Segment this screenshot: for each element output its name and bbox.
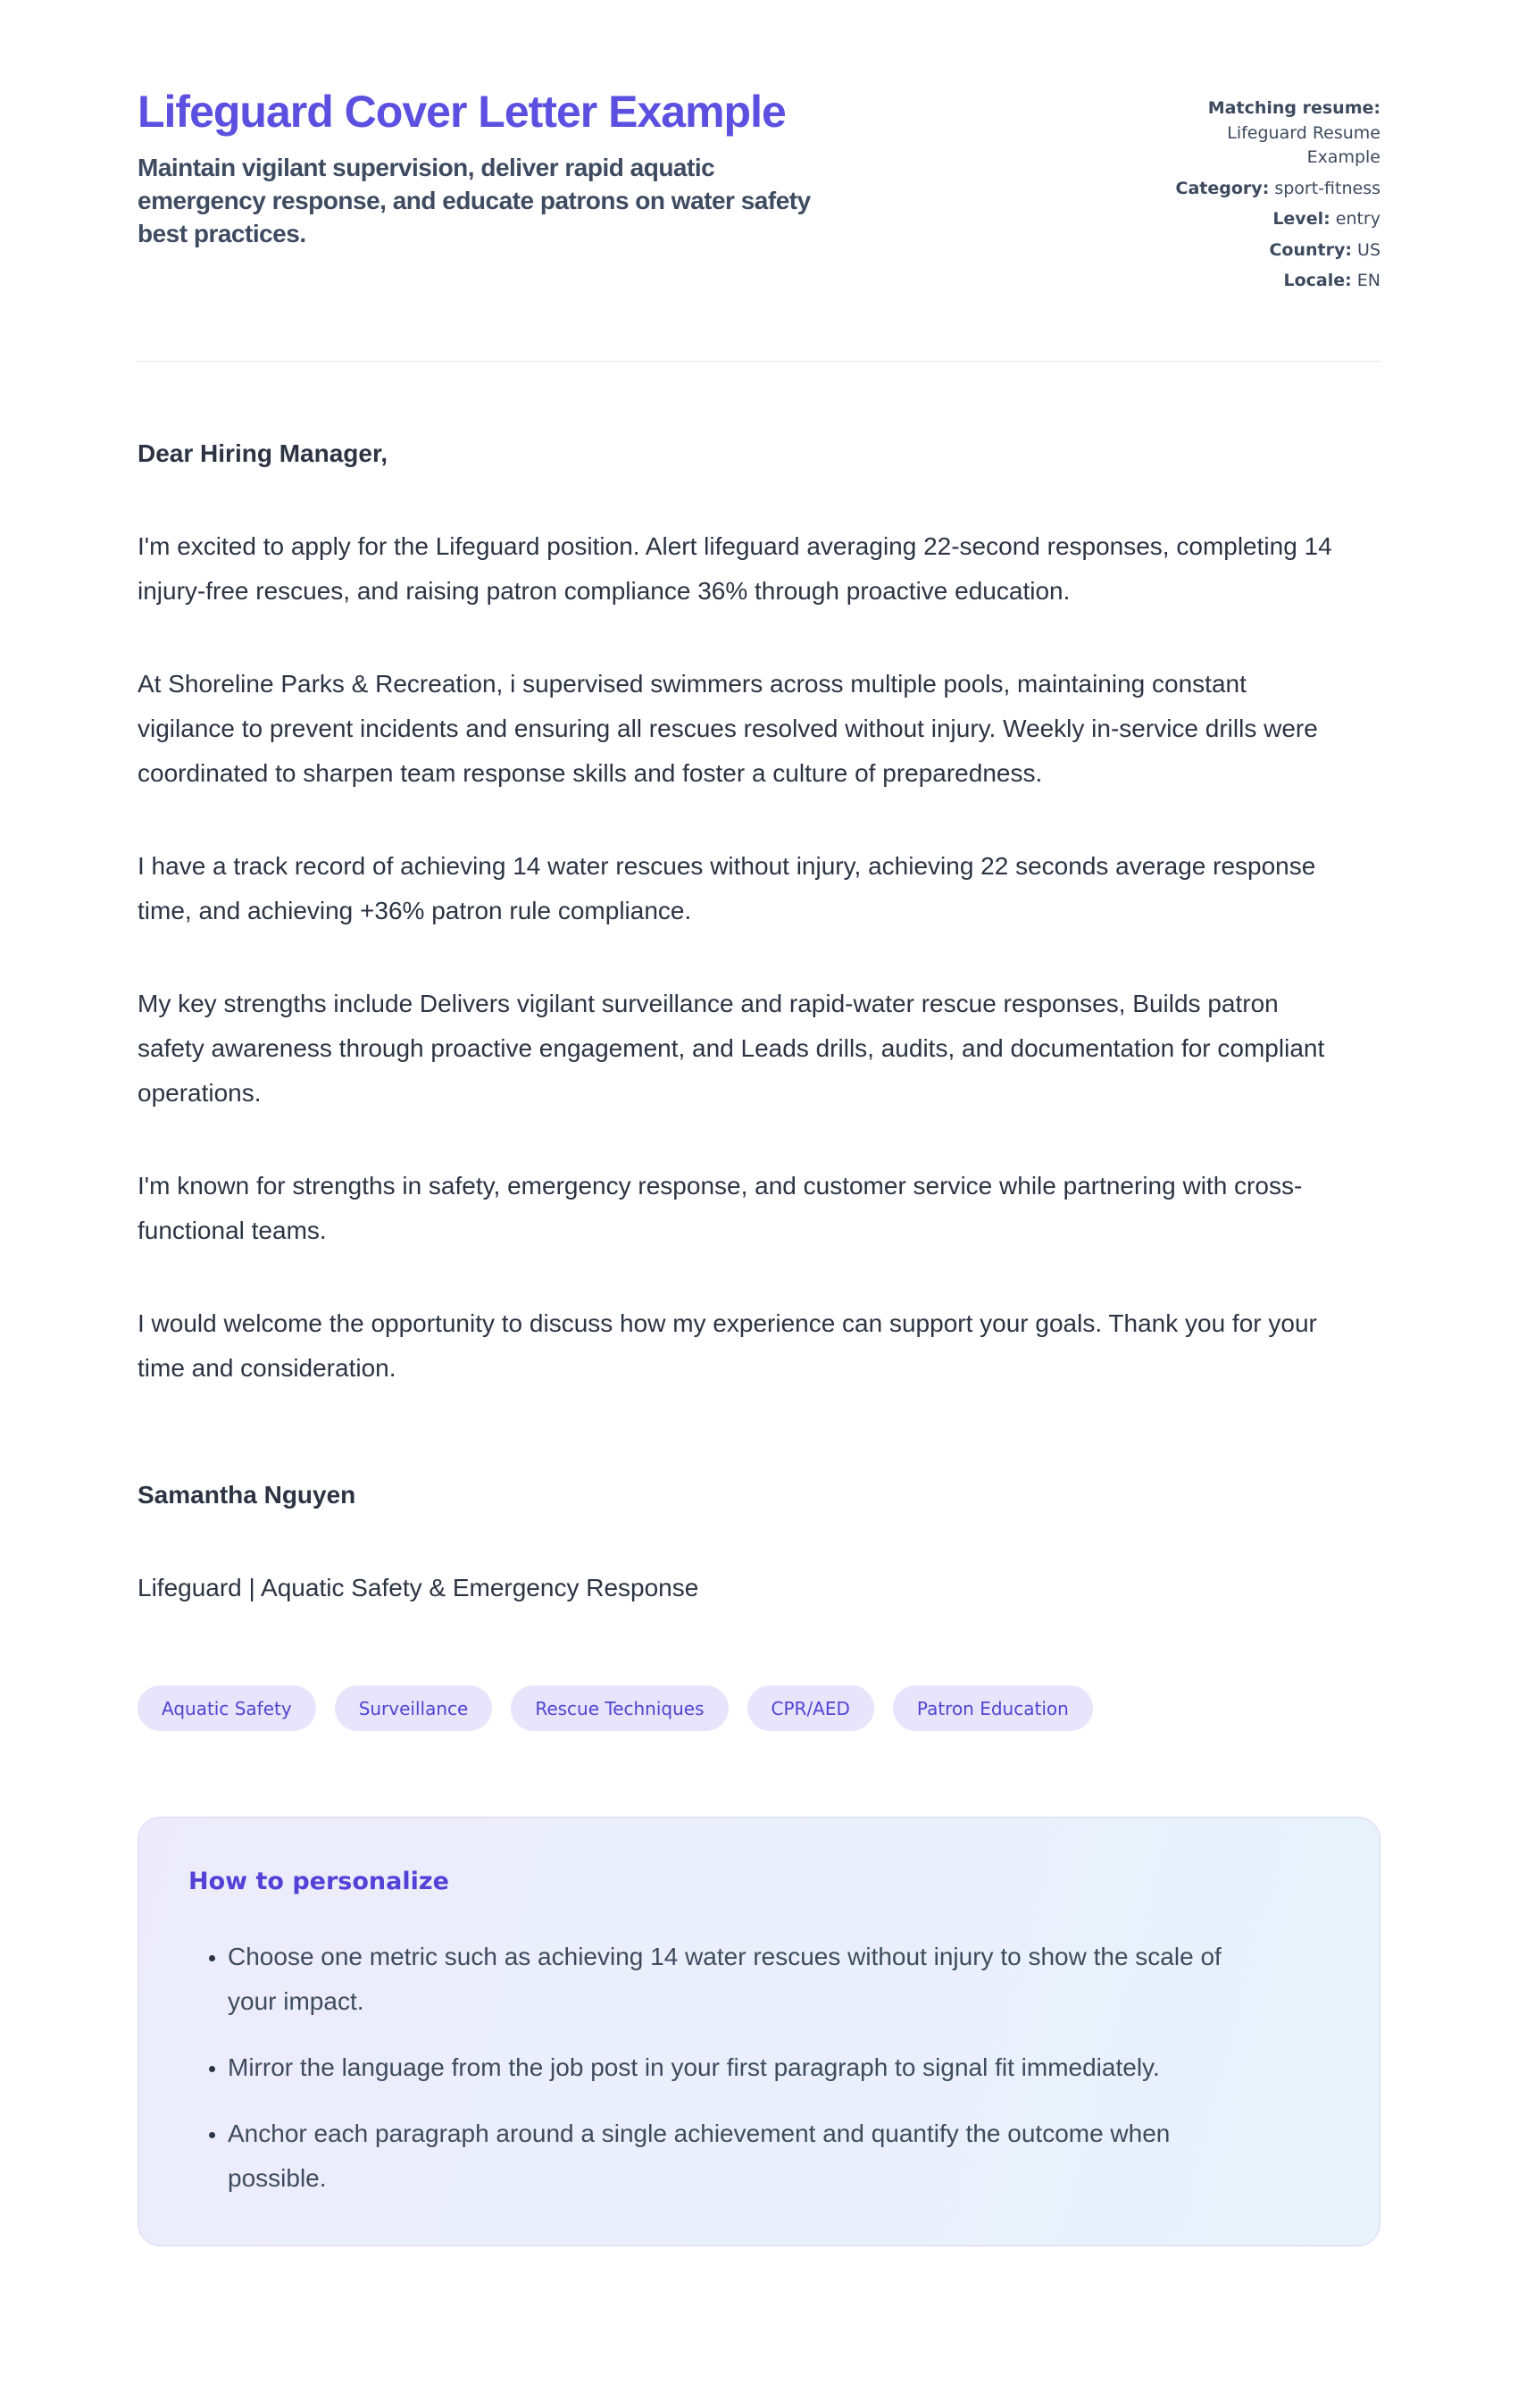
skill-tag-surveillance[interactable]: Surveillance: [335, 1685, 493, 1731]
letter-paragraph: I'm excited to apply for the Lifeguard position. Alert lifeguard averaging 22-second responses, completing 14 injury-free rescues, and raising patron compliance 36% through proactive education.: [138, 531, 1332, 605]
resume-meta: [1157, 88, 1380, 300]
meta-label: Matching resume:: [1207, 98, 1380, 118]
meta-value: EN: [1356, 271, 1380, 291]
letter-paragraph: I have a track record of achieving 14 water rescues without injury, achieving 22 seconds average response time, and achieving +36% patron rule compliance.: [138, 851, 1316, 924]
signature-name: Samantha Nguyen: [138, 1480, 356, 1509]
skill-tags: [138, 1685, 1380, 1731]
skill-tag-cpr-aed[interactable]: CPR/AED: [747, 1685, 874, 1731]
meta-label: Level:: [1272, 209, 1330, 230]
personalize-tips: [188, 1935, 1330, 2201]
divider: [138, 361, 1380, 362]
meta-item-level: [1157, 207, 1380, 232]
signature-role: Lifeguard | Aquatic Safety & Emergency Response: [138, 1573, 699, 1601]
meta-item-locale: [1157, 269, 1380, 294]
meta-value: sport-fitness: [1274, 178, 1380, 198]
letter-paragraph: I would welcome the opportunity to discuss how my experience can support your goals. Thank you for your time and consideration.: [138, 1309, 1317, 1382]
meta-label: Locale:: [1283, 271, 1352, 291]
skill-tag-patron-education[interactable]: Patron Education: [893, 1685, 1093, 1731]
meta-label: Category:: [1175, 178, 1270, 198]
meta-value: Lifeguard Resume Example: [1227, 122, 1380, 168]
skill-tag-aquatic-safety[interactable]: Aquatic Safety: [138, 1685, 316, 1731]
header-title-block: [138, 88, 843, 251]
skill-tag-rescue-techniques[interactable]: Rescue Techniques: [511, 1685, 728, 1731]
page-title: Lifeguard Cover Letter Example: [138, 87, 786, 137]
page: [138, 0, 1380, 2246]
page-subtitle: Maintain vigilant supervision, deliver rapid aquatic emergency response, and educate patrons on water safety best practices.: [138, 154, 811, 248]
tip-item: • Choose one metric such as achieving 14 water rescues without injury to show the scale of your impact.: [228, 1935, 1228, 2024]
letter-paragraph: At Shoreline Parks & Recreation, i supervised swimmers across multiple pools, maintaining constant vigilance to prevent incidents and ensuring all rescues resolved without injury. Weekly in-service drills were coordinated to sharpen team response skills and foster a culture of preparedness.: [138, 669, 1318, 787]
personalize-box: [138, 1817, 1380, 2246]
tip-item: • Mirror the language from the job post in your first paragraph to signal fit immediately.: [228, 2045, 1228, 2090]
salutation: Dear Hiring Manager,: [138, 439, 388, 467]
meta-item-category: [1157, 177, 1380, 202]
letter-paragraph: I'm known for strengths in safety, emergency response, and customer service while partnering with cross-functional teams.: [138, 1171, 1303, 1244]
letter-paragraph: My key strengths include Delivers vigilant surveillance and rapid-water rescue responses, Builds patron safety awareness through proactive engagement, and Leads drills, audits, and documentation for compliant operations.: [138, 989, 1325, 1107]
personalize-heading: How to personalize: [188, 1867, 449, 1895]
meta-value: US: [1357, 239, 1380, 260]
meta-item-country: [1157, 238, 1380, 263]
header: [138, 88, 1380, 300]
meta-label: Country:: [1269, 239, 1352, 260]
meta-value: entry: [1335, 209, 1380, 230]
meta-item-matching-resume: [1157, 96, 1380, 171]
signature-block: [138, 1473, 1380, 1610]
tip-item: • Anchor each paragraph around a single achievement and quantify the outcome when possible.: [228, 2111, 1228, 2201]
cover-letter-body: [138, 431, 1380, 1610]
